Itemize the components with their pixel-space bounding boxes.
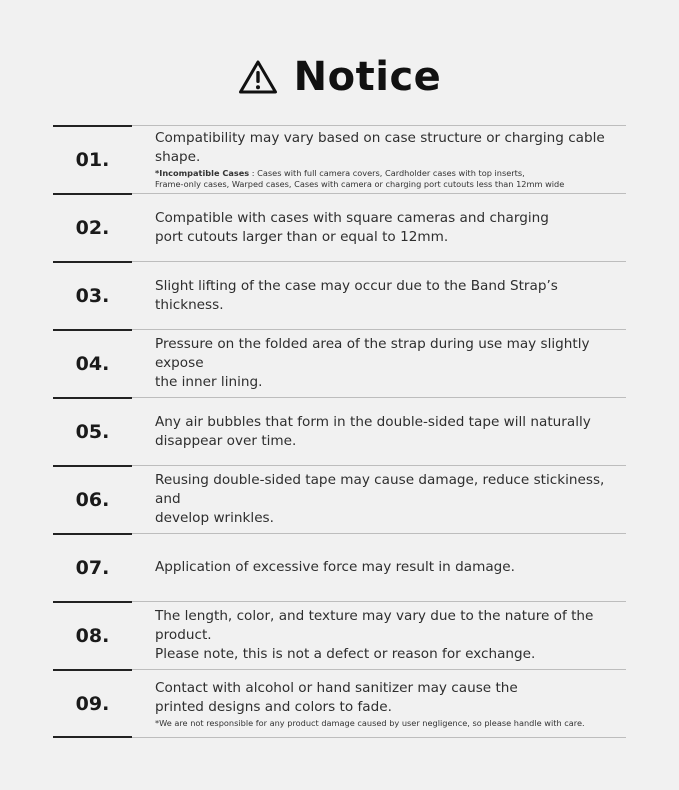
item-text (155, 471, 626, 528)
item-number: 03. (75, 284, 110, 307)
item-text-line: develop wrinkles. (155, 510, 274, 526)
item-content (155, 466, 626, 533)
item-text-line: The length, color, and texture may vary due to the nature of the product. (155, 608, 594, 643)
notice-item-02 (53, 193, 626, 261)
item-note-text: Frame-only cases, Warped cases, Cases with camera or charging port cutouts less than 12mm wide (155, 179, 565, 189)
item-text (155, 413, 626, 451)
item-content (155, 602, 626, 669)
notice-item-08 (53, 601, 626, 669)
notice-list (53, 125, 626, 738)
item-note-label: *Incompatible Cases (155, 168, 250, 178)
item-content (155, 262, 626, 329)
item-content (155, 534, 626, 601)
item-text (155, 209, 626, 247)
item-text-line: printed designs and colors to fade. (155, 698, 392, 715)
notice-item-03 (53, 261, 626, 329)
notice-item-01 (53, 125, 626, 193)
item-text-line: Any air bubbles that form in the double-sided tape will naturally (155, 413, 591, 430)
notice-header (0, 52, 679, 102)
item-text-line: Pressure on the folded area of the strap during use may slightly expose (155, 336, 590, 371)
notice-item-06 (53, 465, 626, 533)
item-number: 04. (75, 352, 110, 375)
item-text-line: Contact with alcohol or hand sanitizer may cause the (155, 679, 518, 696)
item-note (155, 168, 626, 190)
item-text (155, 679, 626, 717)
item-text-line: Compatible with cases with square cameras and charging (155, 209, 549, 226)
item-number: 02. (75, 216, 110, 239)
item-note-text: : Cases with full camera covers, Cardholder cases with top inserts, (249, 168, 525, 178)
item-note: *We are not responsible for any product damage caused by user negligence, so please handle with care. (155, 717, 585, 728)
item-content (155, 398, 626, 465)
item-text-line: the inner lining. (155, 374, 263, 390)
item-text-line: Reusing double-sided tape may cause damage, reduce stickiness, and (155, 472, 605, 507)
item-content (155, 670, 626, 737)
item-number: 09. (75, 692, 110, 715)
item-text (155, 335, 626, 392)
item-content (155, 126, 626, 193)
item-text-line: disappear over time. (155, 432, 297, 449)
notice-item-04 (53, 329, 626, 397)
item-number: 01. (75, 148, 110, 171)
item-text-line: port cutouts larger than or equal to 12mm. (155, 228, 449, 245)
item-content (155, 330, 626, 397)
item-number: 08. (75, 624, 110, 647)
item-text-line: Please note, this is not a defect or reason for exchange. (155, 646, 536, 662)
item-text: Compatibility may vary based on case structure or charging cable shape. (155, 130, 605, 165)
notice-item-05 (53, 397, 626, 465)
item-number: 07. (75, 556, 110, 579)
item-number: 06. (75, 488, 110, 511)
item-content (155, 194, 626, 261)
item-text: Application of excessive force may result in damage. (155, 559, 515, 575)
notice-item-09 (53, 669, 626, 738)
item-number: 05. (75, 420, 110, 443)
page-title: Notice (293, 54, 442, 100)
item-text: Slight lifting of the case may occur due to the Band Strap’s thickness. (155, 277, 558, 313)
notice-item-07 (53, 533, 626, 601)
warning-triangle-icon (238, 59, 278, 95)
item-text (155, 607, 626, 664)
